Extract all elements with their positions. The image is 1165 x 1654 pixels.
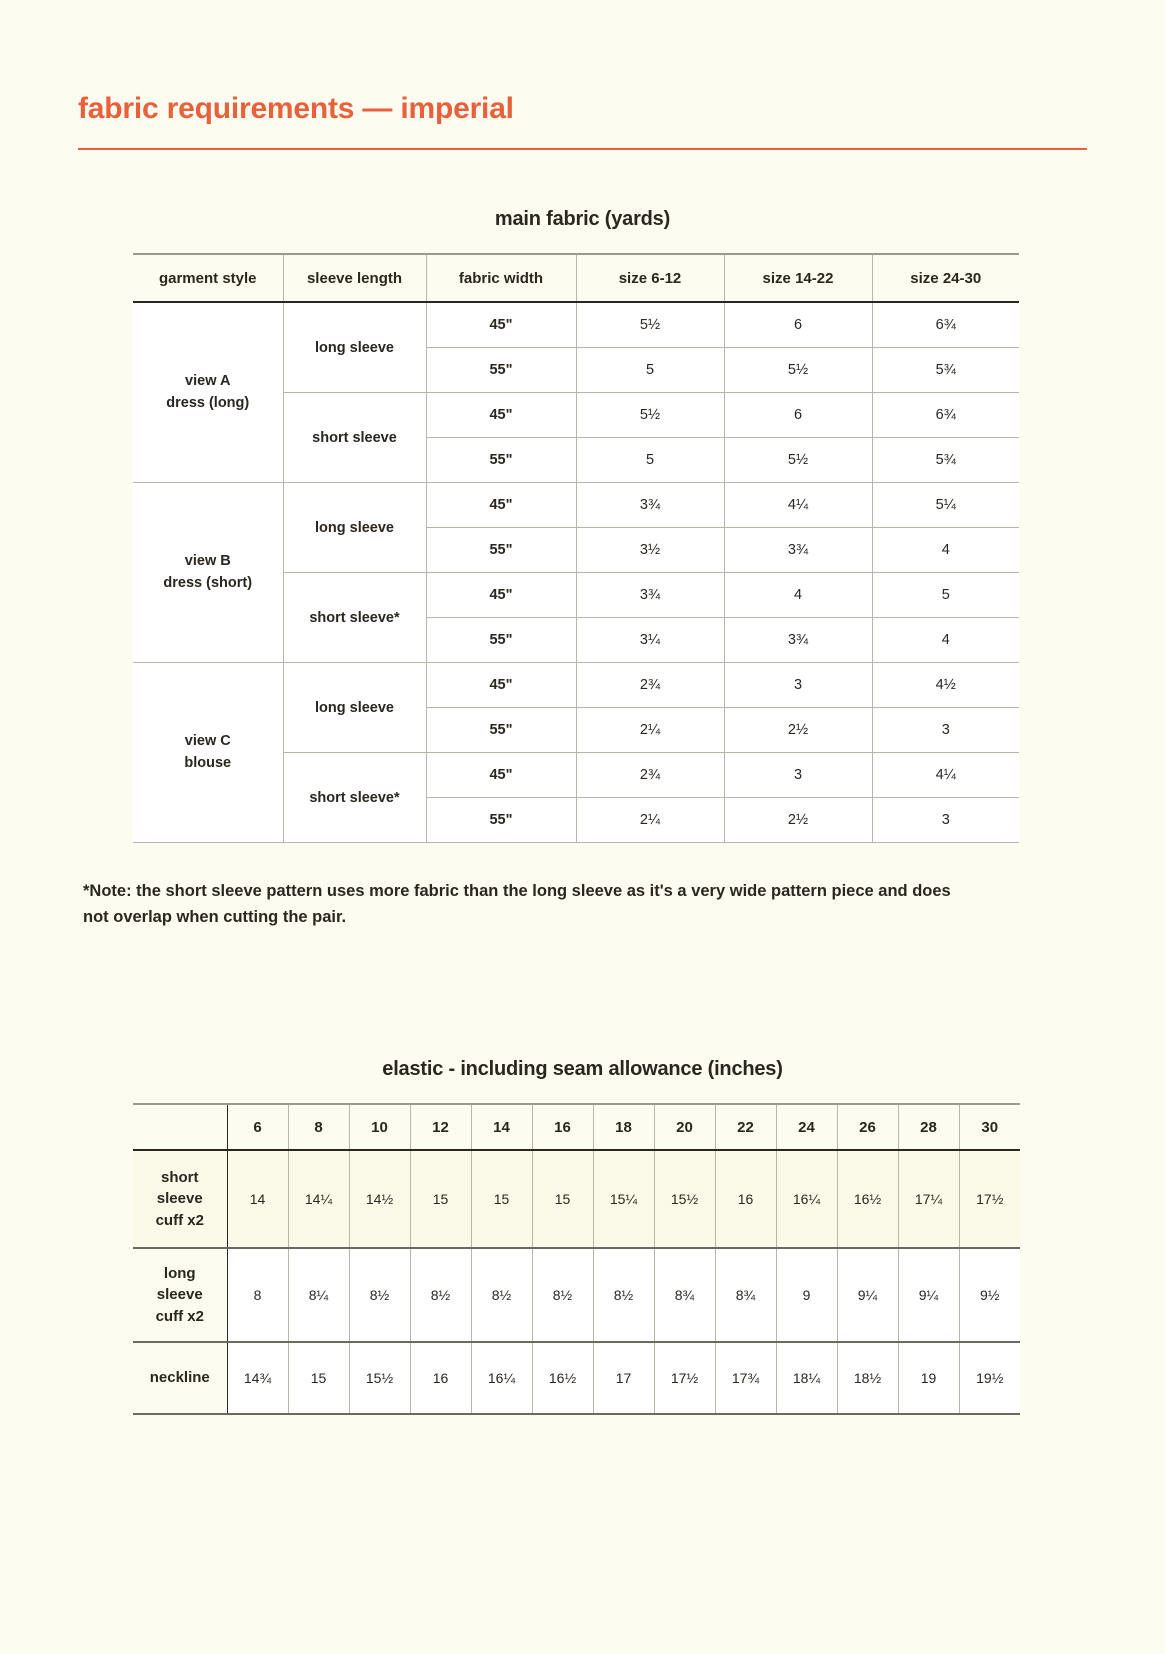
elastic-value: 8½ (532, 1248, 593, 1342)
elastic-value: 16¼ (776, 1150, 837, 1248)
value-size-24-30: 3 (872, 798, 1019, 843)
style-line-2: dress (short) (163, 574, 253, 591)
main-fabric-table-wrapper (78, 253, 1087, 843)
elastic-row-label-long-sleeve-cuff (133, 1248, 227, 1342)
fabric-width: 45" (426, 393, 576, 438)
elastic-value: 9¼ (837, 1248, 898, 1342)
label-line-1: neckline (149, 1369, 210, 1387)
garment-style-view-a (133, 302, 283, 483)
elastic-size-30: 30 (959, 1104, 1020, 1150)
sleeve-length-a-short: short sleeve (283, 393, 426, 483)
elastic-value: 16½ (532, 1342, 593, 1414)
value-size-6-12: 5½ (576, 393, 724, 438)
elastic-value: 15 (532, 1150, 593, 1248)
elastic-value: 8½ (593, 1248, 654, 1342)
elastic-value: 15 (288, 1342, 349, 1414)
value-size-24-30: 5¼ (872, 483, 1019, 528)
elastic-value: 19½ (959, 1342, 1020, 1414)
table-row (133, 1342, 1020, 1414)
value-size-14-22: 5½ (724, 438, 872, 483)
value-size-14-22: 6 (724, 393, 872, 438)
label-line-2: sleeve (156, 1286, 203, 1304)
col-size-24-30: size 24-30 (872, 254, 1019, 302)
col-sleeve-length: sleeve length (283, 254, 426, 302)
fabric-width: 55" (426, 348, 576, 393)
fabric-width: 55" (426, 798, 576, 843)
value-size-6-12: 3¾ (576, 483, 724, 528)
table-row (133, 1150, 1020, 1248)
elastic-value: 8¾ (715, 1248, 776, 1342)
elastic-value: 16½ (837, 1150, 898, 1248)
style-line-2: dress (long) (166, 394, 250, 411)
elastic-value: 8 (227, 1248, 288, 1342)
sleeve-length-a-long: long sleeve (283, 302, 426, 393)
main-fabric-table-head (133, 254, 1019, 302)
elastic-value: 15¼ (593, 1150, 654, 1248)
value-size-14-22: 3 (724, 753, 872, 798)
value-size-24-30: 5 (872, 573, 1019, 618)
elastic-row-label-short-sleeve-cuff (133, 1150, 227, 1248)
fabric-width: 55" (426, 618, 576, 663)
value-size-6-12: 3½ (576, 528, 724, 573)
elastic-size-22: 22 (715, 1104, 776, 1150)
value-size-6-12: 2¼ (576, 708, 724, 753)
table-row (133, 1248, 1020, 1342)
label-line-3: cuff x2 (155, 1308, 204, 1325)
elastic-size-20: 20 (654, 1104, 715, 1150)
value-size-14-22: 5½ (724, 348, 872, 393)
style-line-1: view B (184, 552, 231, 569)
elastic-size-6: 6 (227, 1104, 288, 1150)
elastic-value: 8½ (410, 1248, 471, 1342)
elastic-table-body (133, 1150, 1020, 1414)
fabric-width: 45" (426, 573, 576, 618)
elastic-value: 17¾ (715, 1342, 776, 1414)
value-size-24-30: 6¾ (872, 393, 1019, 438)
elastic-table (133, 1103, 1020, 1415)
sleeve-length-b-short: short sleeve* (283, 573, 426, 663)
elastic-value: 16 (715, 1150, 776, 1248)
value-size-14-22: 4 (724, 573, 872, 618)
label-line-1: long (163, 1264, 196, 1282)
elastic-value: 14½ (349, 1150, 410, 1248)
col-garment-style: garment style (133, 254, 283, 302)
elastic-size-12: 12 (410, 1104, 471, 1150)
page-title: fabric requirements — imperial (78, 92, 514, 125)
elastic-size-8: 8 (288, 1104, 349, 1150)
value-size-24-30: 4¼ (872, 753, 1019, 798)
elastic-value: 14¾ (227, 1342, 288, 1414)
label-line-1: short (161, 1168, 199, 1186)
value-size-14-22: 2½ (724, 798, 872, 843)
main-fabric-caption: main fabric (yards) (494, 208, 671, 230)
style-line-2: blouse (184, 754, 232, 771)
style-line-1: view A (185, 372, 231, 389)
col-fabric-width: fabric width (426, 254, 576, 302)
value-size-24-30: 6¾ (872, 302, 1019, 348)
elastic-size-14: 14 (471, 1104, 532, 1150)
elastic-size-10: 10 (349, 1104, 410, 1150)
elastic-caption: elastic - including seam allowance (inches) (382, 1058, 783, 1081)
sleeve-length-c-long: long sleeve (283, 663, 426, 753)
sleeve-length-b-long: long sleeve (283, 483, 426, 573)
elastic-value: 18¼ (776, 1342, 837, 1414)
elastic-table-head (133, 1104, 1020, 1150)
elastic-value: 9½ (959, 1248, 1020, 1342)
fabric-width: 55" (426, 438, 576, 483)
label-line-2: sleeve (156, 1190, 203, 1208)
elastic-value: 17½ (654, 1342, 715, 1414)
elastic-value: 15½ (654, 1150, 715, 1248)
title-divider (78, 148, 1087, 150)
fabric-width: 45" (426, 302, 576, 348)
elastic-value: 15 (471, 1150, 532, 1248)
value-size-14-22: 6 (724, 302, 872, 348)
value-size-6-12: 3¼ (576, 618, 724, 663)
value-size-24-30: 5¾ (872, 348, 1019, 393)
main-fabric-table (133, 253, 1019, 843)
fabric-width: 55" (426, 708, 576, 753)
elastic-value: 8½ (349, 1248, 410, 1342)
elastic-row-label-neckline (133, 1342, 227, 1414)
elastic-size-18: 18 (593, 1104, 654, 1150)
elastic-value: 15 (410, 1150, 471, 1248)
elastic-section (78, 1058, 1087, 1415)
value-size-24-30: 4½ (872, 663, 1019, 708)
elastic-value: 18½ (837, 1342, 898, 1414)
footnote-short-sleeve: *Note: the short sleeve pattern uses more fabric than the long sleeve as it's a very wide pattern piece and does not overlap when cutting the pair. (83, 882, 951, 926)
fabric-width: 45" (426, 753, 576, 798)
table-row (133, 663, 1019, 708)
elastic-value: 17½ (959, 1150, 1020, 1248)
value-size-24-30: 3 (872, 708, 1019, 753)
value-size-24-30: 4 (872, 528, 1019, 573)
elastic-value: 8¼ (288, 1248, 349, 1342)
elastic-value: 8¾ (654, 1248, 715, 1342)
table-header-row (133, 1104, 1020, 1150)
value-size-6-12: 2¼ (576, 798, 724, 843)
value-size-24-30: 4 (872, 618, 1019, 663)
value-size-14-22: 3 (724, 663, 872, 708)
elastic-value: 9¼ (898, 1248, 959, 1342)
elastic-value: 14¼ (288, 1150, 349, 1248)
elastic-value: 17 (593, 1342, 654, 1414)
value-size-14-22: 2½ (724, 708, 872, 753)
elastic-value: 17¼ (898, 1150, 959, 1248)
table-row (133, 483, 1019, 528)
style-line-1: view C (184, 732, 231, 749)
elastic-value: 16 (410, 1342, 471, 1414)
value-size-14-22: 3¾ (724, 528, 872, 573)
table-row (133, 302, 1019, 348)
label-line-3: cuff x2 (155, 1212, 204, 1229)
elastic-size-24: 24 (776, 1104, 837, 1150)
col-size-14-22: size 14-22 (724, 254, 872, 302)
elastic-value: 16¼ (471, 1342, 532, 1414)
col-size-6-12: size 6-12 (576, 254, 724, 302)
value-size-6-12: 2¾ (576, 753, 724, 798)
elastic-size-26: 26 (837, 1104, 898, 1150)
elastic-value: 8½ (471, 1248, 532, 1342)
fabric-width: 55" (426, 528, 576, 573)
value-size-6-12: 5 (576, 348, 724, 393)
fabric-width: 45" (426, 663, 576, 708)
garment-style-view-c (133, 663, 283, 843)
sleeve-length-c-short: short sleeve* (283, 753, 426, 843)
main-fabric-table-body (133, 302, 1019, 843)
table-header-row (133, 254, 1019, 302)
elastic-corner-cell (133, 1104, 227, 1150)
fabric-width: 45" (426, 483, 576, 528)
elastic-value: 19 (898, 1342, 959, 1414)
value-size-24-30: 5¾ (872, 438, 1019, 483)
value-size-6-12: 3¾ (576, 573, 724, 618)
elastic-value: 14 (227, 1150, 288, 1248)
value-size-14-22: 4¼ (724, 483, 872, 528)
elastic-value: 9 (776, 1248, 837, 1342)
elastic-size-16: 16 (532, 1104, 593, 1150)
value-size-14-22: 3¾ (724, 618, 872, 663)
value-size-6-12: 2¾ (576, 663, 724, 708)
elastic-size-28: 28 (898, 1104, 959, 1150)
value-size-6-12: 5 (576, 438, 724, 483)
elastic-value: 15½ (349, 1342, 410, 1414)
value-size-6-12: 5½ (576, 302, 724, 348)
garment-style-view-b (133, 483, 283, 663)
